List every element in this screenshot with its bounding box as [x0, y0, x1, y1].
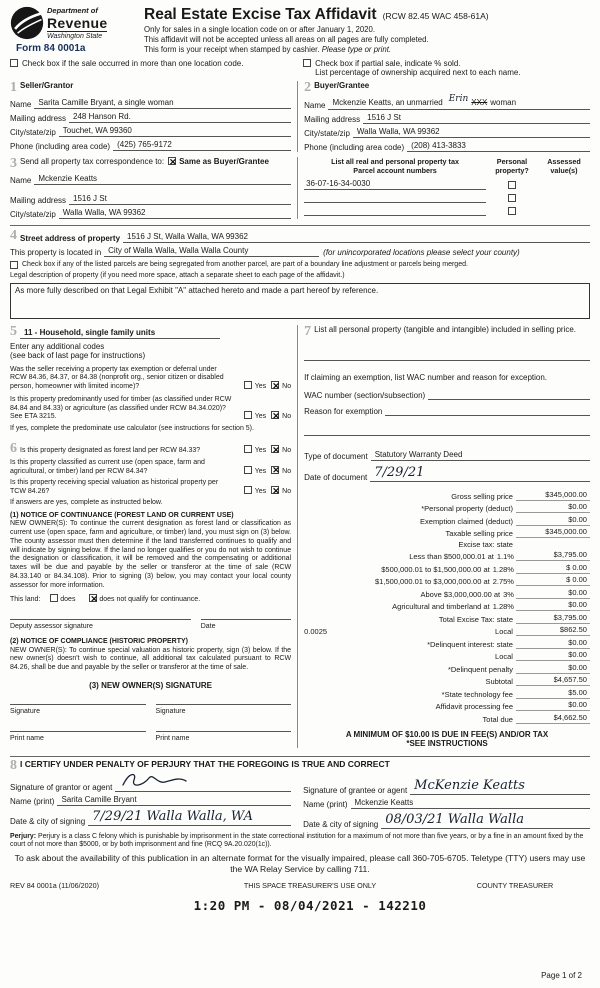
agency-block	[10, 6, 140, 54]
historic-property-question	[10, 479, 291, 497]
buyer-name-label: Name	[304, 101, 326, 110]
codes-instructions-note: (see back of last page for instructions)	[10, 350, 146, 360]
tax-row-value: $0.00	[516, 700, 590, 711]
s5q1-yes-checkbox	[244, 381, 252, 389]
tax-row-value: $0.00	[516, 515, 590, 526]
tax-row-rate: 2.75%	[492, 577, 514, 586]
partial-sale-checkbox	[303, 59, 311, 67]
buyer-address-value: 1516 J St	[363, 113, 590, 124]
s6q2-no-label: No	[282, 467, 292, 475]
alternate-format-notice: To ask about the availability of this publication in an alternate format for the visually impaired, please call 360-705-6705. Teletype (TTY) users may use the WA Relay Service by calling 711.	[14, 853, 586, 874]
tax-row	[304, 540, 590, 549]
tax-row	[304, 613, 590, 624]
reason-exemption-value	[385, 406, 590, 416]
perjury-body: Perjury is a class C felony which is punishable by imprisonment in the state correctional institution for a maximum of not more than five years, or by a fine in an amount fixed by the court of not more than $5000, or by both imprisonment and fine (RCQ 9A.20.020(1c)).	[10, 832, 584, 848]
timber-agriculture-question	[10, 396, 291, 422]
page-number: Page 1 of 2	[541, 971, 582, 980]
personal-property-blank-1	[304, 351, 590, 361]
grantor-printname-label: Name (print)	[10, 796, 55, 806]
parcel-header-line2: Parcel account numbers	[353, 166, 437, 175]
street-address-value: 1516 J St, Walla Walla, WA 99362	[123, 232, 590, 243]
owner-printname-row	[10, 731, 291, 744]
grantee-datecity-value: 08/03/21 Walla Walla	[381, 812, 590, 829]
land-does-not-checkbox	[89, 594, 97, 602]
buyer-phone-value: (208) 413-3833	[407, 141, 590, 152]
land-does-label: does	[60, 596, 76, 604]
parcel-number-3	[304, 207, 486, 216]
seller-address-label: Mailing address	[10, 114, 67, 123]
tax-row-label: Gross selling price	[451, 491, 513, 501]
type-of-document-label: Type of document	[304, 451, 368, 461]
tax-row-value: $0.00	[516, 600, 590, 611]
located-in-value: City of Walla Walla, Walla Walla County	[104, 246, 319, 257]
tax-row-value: $0.00	[516, 638, 590, 649]
s5q1-no-label: No	[282, 383, 292, 390]
header-note-2: This affidavit will not be accepted unless all areas on all pages are fully completed.	[144, 35, 429, 44]
grantor-signature-label: Signature of grantor or agent	[10, 782, 113, 792]
buyer-address-label: Mailing address	[304, 115, 361, 124]
tax-row-rate: 1.1%	[496, 552, 514, 561]
tax-row-label: Above $3,000,000.00 at	[420, 589, 501, 599]
treasurer-time-stamp: 1:20 PM - 08/04/2021 - 142210	[193, 897, 427, 913]
timber-agriculture-question-text: Is this property predominantly used for timber (as classified under RCW 84.84 and 84.33) or agriculture (as classified under RCW 84.34.020)? See ETA 3215.	[10, 395, 232, 421]
grantee-signature-value: McKenzie Keatts	[410, 778, 590, 795]
partial-sale-label	[315, 59, 520, 77]
parcel-number-1: 36-07-16-34-0030	[304, 179, 486, 190]
tax-row-value: $0.00	[516, 663, 590, 674]
seller-phone-label: Phone (including area code)	[10, 142, 111, 151]
seller-address-value: 248 Hanson Rd.	[69, 112, 291, 123]
tax-row	[304, 625, 590, 636]
section-8-number: 8	[10, 757, 17, 773]
tax-row-value: $3,795.00	[516, 613, 590, 624]
right-column	[297, 325, 590, 748]
tax-row	[304, 675, 590, 686]
grantee-datecity-label: Date & city of signing	[303, 819, 379, 829]
tax-row	[304, 713, 590, 724]
header-note-3-text: This form is your receipt when stamped by cashier.	[144, 45, 320, 54]
historic-property-options	[239, 486, 291, 497]
current-use-question-text: Is this property classified as current use (open space, farm and agricultural, or timber) land per RCW 84.34?	[10, 458, 205, 475]
top-checks-row	[10, 59, 590, 77]
reason-exemption-blank-2	[304, 426, 590, 436]
buyer-name-tail: woman	[490, 98, 517, 107]
tax-row	[304, 650, 590, 661]
grantor-datecity-label: Date & city of signing	[10, 816, 86, 826]
tax-row	[304, 515, 590, 526]
current-use-options	[239, 466, 291, 477]
section-7-number: 7	[304, 323, 312, 339]
tax-row-rate: 1.28%	[492, 564, 514, 574]
s5q2-yes-checkbox	[244, 411, 252, 419]
header-note-1: Only for sales in a single location code on or after January 1, 2020.	[144, 25, 376, 34]
parcel-header-line1: List all real and personal property tax	[331, 157, 459, 166]
partial-sale-line1: Check box if partial sale, indicate % sold.	[315, 59, 461, 68]
deputy-assessor-signature-label: Deputy assessor signature	[10, 623, 93, 630]
tax-computation-table	[304, 490, 590, 724]
personal-property-header: Personal property?	[495, 157, 529, 175]
section-1-number: 1	[10, 80, 17, 95]
owner-signature-row	[10, 704, 291, 717]
type-of-document-value: Statutory Warranty Deed	[371, 450, 590, 461]
tax-row	[304, 638, 590, 649]
tax-row-label: Agricultural and timberland at	[392, 602, 490, 611]
tax-row	[304, 550, 590, 561]
tax-row-value: $0.00	[516, 650, 590, 661]
legal-description-label: Legal description of property (if you need more space, attach a separate sheet to each page of the affidavit.)	[10, 271, 345, 279]
tax-row-left: 0.0025	[304, 627, 328, 636]
s6q3-yes-checkbox	[244, 486, 252, 494]
seller-name-value: Sarita Camille Bryant, a single woman	[34, 98, 291, 109]
grantor-signature-scribble	[119, 770, 189, 790]
grantor-signature-block	[10, 775, 297, 829]
tax-row	[304, 700, 590, 711]
tax-row-label: *Delinquent penalty	[447, 664, 513, 674]
tax-row-label: Less than $500,000.01 at	[409, 552, 494, 561]
minimum-due-line1: A MINIMUM OF $10.00 IS DUE IN FEE(S) AND/OR TAX	[345, 729, 549, 739]
forest-land-question-text: Is this property designated as forest land per RCW 84.33?	[20, 447, 201, 454]
this-land-label: This land:	[10, 596, 41, 604]
tax-row	[304, 502, 590, 513]
section-3-number: 3	[10, 156, 17, 171]
tax-row	[304, 527, 590, 538]
notice-continuance-body: NEW OWNER(S): To continue the current designation as forest land or classification as current use (open space, farm and agriculture, or timber) land, you must sign on (3) below. The county assessor must then determine if the land transferred continues to qualify and will indicate by signing below. If the land no longer qualifies or you do not wish to continue the designation or classification, it will be removed and the compensating or additional taxes will be due and payable by the seller or transferor at the time of sale (RCW 84.33.140 or 84.34.108). Prior to signing (3) below, you may contact your local county assessor for more information.	[10, 520, 292, 589]
header-note-3	[144, 45, 590, 54]
grantee-printname-value: Mckenzie Keatts	[351, 798, 590, 809]
reason-exemption-label: Reason for exemption	[304, 406, 383, 416]
buyer-heading: Buyer/Grantee	[314, 81, 370, 90]
header-note-3-em: Please type or print.	[321, 45, 392, 54]
tax-row-value: $5.00	[516, 688, 590, 699]
tax-row-rate: 1.28%	[492, 602, 514, 611]
owner-signature-label-2: Signature	[155, 707, 186, 715]
segregated-label: Check box if any of the listed parcels are being segregated from another parcel, are part of a boundary line adjustment or parcels being merged.	[22, 261, 468, 268]
tax-row-label: $500,000.01 to $1,500,000.00 at	[381, 564, 490, 574]
section-6-number: 6	[10, 440, 17, 456]
s6q3-no-label: No	[282, 488, 292, 495]
date-of-document-value: 7/29/21	[370, 465, 590, 482]
parcel-3-personal-checkbox	[508, 207, 516, 215]
seller-name-label: Name	[10, 100, 32, 109]
tax-row-value: $345,000.00	[516, 527, 590, 538]
correspondence-citystatezip-value: Walla Walla, WA 99362	[59, 208, 291, 219]
tax-row-label: *State technology fee	[441, 689, 513, 699]
predominate-use-note: If yes, complete the predominate use calculator (see instructions for section 5).	[10, 425, 254, 432]
parcel-header	[304, 157, 486, 175]
parties-row	[10, 81, 590, 152]
exemption-claim-label: If claiming an exemption, list WAC number and reason for exception.	[304, 372, 548, 382]
grantee-printname-label: Name (print)	[303, 799, 348, 809]
minimum-due-note	[304, 730, 590, 748]
tax-row-rate: 3%	[503, 589, 514, 599]
tax-row-value	[516, 548, 590, 549]
certification-block	[10, 756, 590, 829]
land-does-checkbox	[50, 594, 58, 602]
parcel-1-personal-checkbox	[508, 181, 516, 189]
tax-row-label: Affidavit processing fee	[435, 702, 513, 711]
dept-name: Revenue	[47, 15, 108, 31]
parcel-table	[297, 157, 590, 219]
tax-row-value: $4,662.50	[516, 713, 590, 724]
wac-number-value	[428, 390, 590, 400]
owner-printname-label-1: Print name	[10, 734, 44, 742]
s6q3-yes-label: Yes	[254, 488, 267, 495]
tax-row	[304, 663, 590, 674]
s5q1-no-checkbox	[271, 381, 279, 389]
tax-row-label: *Personal property (deduct)	[421, 504, 513, 513]
forest-land-options	[239, 445, 291, 456]
notice-compliance-body: NEW OWNER(S): To continue special valuation as historic property, sign (3) below. If the new owner(s) doesn't wish to continue, all additional tax calculated pursuant to RCW 84.26, shall be due and payable by the seller or transferor at the time of sale.	[10, 646, 292, 671]
s6q3-no-checkbox	[271, 486, 279, 494]
rcw-reference: (RCW 82.45 WAC 458-61A)	[382, 11, 489, 21]
legal-description-value: As more fully described on that Legal Exhibit "A" attached hereto and made a part hereof by reference.	[15, 285, 379, 295]
exemption-deferral-options	[239, 381, 291, 392]
tax-row-label: *Delinquent interest: state	[427, 639, 513, 649]
tax-row-value: $0.00	[516, 502, 590, 513]
tax-row-value: $345,000.00	[516, 490, 590, 501]
tax-row-label: Excise tax: state	[458, 539, 513, 549]
send-correspondence-label: Send all property tax correspondence to:	[20, 157, 165, 166]
section-4-number: 4	[10, 228, 17, 243]
if-yes-instruction: If answers are yes, complete as instructed below.	[10, 498, 163, 506]
seller-citystatezip-label: City/state/zip	[10, 128, 56, 137]
grantor-datecity-value: 7/29/21 Walla Walla, WA	[88, 809, 291, 826]
tax-row	[304, 575, 590, 586]
timber-agriculture-options	[239, 411, 291, 422]
s6q2-yes-label: Yes	[254, 467, 267, 475]
parcel-2-personal-checkbox	[508, 194, 516, 202]
wac-number-label: WAC number (section/subsection)	[304, 390, 426, 400]
correspondence-address-value: 1516 J St	[69, 194, 291, 205]
tax-row-label: Subtotal	[485, 677, 513, 686]
deputy-assessor-row	[10, 619, 291, 632]
buyer-citystatezip-label: City/state/zip	[304, 129, 350, 138]
s5q2-no-checkbox	[271, 411, 279, 419]
buyer-citystatezip-value: Walla Walla, WA 99362	[353, 127, 590, 138]
revision-number: REV 84 0001a (11/06/2020)	[10, 880, 99, 890]
new-owners-signature-title: (3) NEW OWNER(S) SIGNATURE	[89, 680, 213, 690]
land-qualify-line	[10, 594, 291, 605]
parcel-number-2	[304, 194, 486, 203]
tax-row-value: $ 0.00	[516, 563, 590, 574]
forest-land-question	[10, 442, 291, 456]
tax-row-label: Local	[495, 652, 513, 661]
seller-citystatezip-value: Touchet, WA 99360	[59, 126, 291, 137]
multi-location-label: Check box if the sale occurred in more than one location code.	[22, 59, 244, 68]
s5q2-yes-label: Yes	[254, 413, 267, 421]
buyer-name-handwritten-insert: Erin	[448, 94, 469, 104]
parcel-row-3	[304, 207, 590, 216]
multi-location-checkbox	[10, 59, 18, 67]
header	[10, 6, 590, 54]
correspondence-name-label: Name	[10, 176, 32, 185]
dept-sub: Washington State	[47, 31, 107, 40]
treasurer-space-label: THIS SPACE TREASURER'S USE ONLY	[243, 880, 377, 890]
tax-row	[304, 600, 590, 611]
notice-compliance-title: (2) NOTICE OF COMPLIANCE (HISTORIC PROPERTY)	[10, 637, 188, 645]
perjury-lead: Perjury:	[10, 832, 37, 840]
legal-description-box	[10, 283, 590, 319]
owner-signature-label-1: Signature	[10, 707, 40, 715]
tax-row-value: $4,657.50	[516, 675, 590, 686]
land-use-code-value: 11 - Household, single family units	[20, 328, 220, 339]
tax-row	[304, 688, 590, 699]
s6q1-no-label: No	[282, 447, 292, 454]
buyer-block	[297, 81, 590, 152]
dept-line1: Department of	[47, 6, 98, 15]
buyer-name-struck-text: XXX	[471, 98, 488, 107]
historic-property-question-text: Is this property receiving special valuation as historical property per TCW 84.26?	[10, 479, 219, 495]
s6q1-no-checkbox	[271, 445, 279, 453]
s5q1-yes-label: Yes	[254, 383, 267, 390]
s6q2-yes-checkbox	[244, 466, 252, 474]
section-6-block	[10, 442, 291, 744]
certify-statement: I CERTIFY UNDER PENALTY OF PERJURY THAT THE FOREGOING IS TRUE AND CORRECT	[20, 758, 390, 769]
tax-row-label: Exemption claimed (deduct)	[420, 516, 513, 526]
left-column	[10, 325, 297, 748]
deputy-date-label: Date	[200, 623, 216, 630]
buyer-phone-label: Phone (including area code)	[304, 143, 405, 152]
same-as-buyer-checkbox	[168, 157, 176, 165]
buyer-name-typed: Mckenzie Keatts, an unmarried	[332, 98, 443, 107]
s6q1-yes-checkbox	[244, 445, 252, 453]
exemption-deferral-question	[10, 366, 291, 392]
perjury-notice	[10, 833, 590, 850]
land-does-not-label: does not qualify for continuance.	[99, 596, 201, 604]
exemption-deferral-question-text: Was the seller receiving a property tax exemption or deferral under RCW 84.36, 84.37, or 84.38 (nonprofit org., senior citizen or disabled person, homeowner with limited income)?	[10, 365, 224, 390]
seller-heading: Seller/Grantor	[20, 81, 74, 90]
property-location-block	[10, 225, 590, 319]
tax-row-value: $862.50	[516, 625, 590, 636]
grantee-signature-label: Signature of grantee or agent	[303, 785, 408, 795]
tax-row-label: Local	[495, 627, 513, 636]
tax-row	[304, 490, 590, 501]
section-5-number: 5	[10, 323, 17, 339]
parcel-row-2	[304, 194, 590, 203]
tax-row	[304, 563, 590, 574]
located-in-note: (for unincorporated locations please select your county)	[323, 248, 520, 257]
located-in-label: This property is located in	[10, 248, 102, 257]
segregated-checkbox	[10, 261, 18, 269]
tax-row-label: $1,500,000.01 to $3,000,000.00 at	[375, 577, 490, 586]
tax-row-label: Total due	[482, 714, 513, 724]
footer-row	[10, 881, 590, 913]
partial-sale-line2: List percentage of ownership acquired next to each name.	[315, 68, 521, 77]
mid-columns	[10, 325, 590, 748]
treasurer-use-block	[180, 881, 440, 913]
page-title: Real Estate Excise Tax Affidavit	[144, 6, 377, 23]
tax-row-value: $0.00	[516, 588, 590, 599]
buyer-name-value	[328, 94, 590, 110]
dor-logo-icon	[10, 6, 44, 40]
grantee-signature-block	[297, 775, 590, 829]
same-as-buyer-label: Same as Buyer/Grantee	[179, 157, 269, 166]
tax-row-label: Total Excise Tax: state	[438, 614, 513, 624]
tax-correspondence-block	[10, 157, 297, 219]
see-instructions-line: *SEE INSTRUCTIONS	[406, 738, 488, 748]
correspondence-citystatezip-label: City/state/zip	[10, 210, 56, 219]
grantor-signature-value	[115, 778, 291, 792]
street-address-label: Street address of property	[20, 234, 121, 243]
personal-property-intro: List all personal property (tangible and intangible) included in selling price.	[314, 324, 577, 334]
date-of-document-label: Date of document	[304, 472, 368, 482]
grantor-printname-value: Sarita Camille Bryant	[57, 795, 291, 806]
assessed-value-header: Assessed value(s)	[547, 157, 581, 175]
tax-row-value: $3,795.00	[516, 550, 590, 561]
correspondence-parcels-row	[10, 157, 590, 219]
tax-row-value: $ 0.00	[516, 575, 590, 586]
correspondence-address-label: Mailing address	[10, 196, 67, 205]
correspondence-name-value: Mckenzie Keatts	[34, 174, 291, 185]
s5q2-no-label: No	[282, 413, 292, 421]
additional-codes-label: Enter any additional codes	[10, 341, 105, 351]
s6q1-yes-label: Yes	[254, 447, 267, 454]
section-2-number: 2	[304, 80, 312, 95]
tax-row-label: Taxable selling price	[445, 529, 513, 538]
seller-phone-value: (425) 765-9172	[113, 140, 291, 151]
owner-printname-label-2: Print name	[155, 734, 190, 742]
s6q2-no-checkbox	[271, 466, 279, 474]
current-use-question	[10, 459, 291, 477]
parcel-row-1	[304, 179, 590, 190]
tax-row	[304, 588, 590, 599]
seller-block	[10, 81, 297, 152]
notice-continuance-title: (1) NOTICE OF CONTINUANCE (FOREST LAND OR CURRENT USE)	[10, 511, 234, 519]
form-number: Form 84 0001a	[16, 43, 86, 54]
county-treasurer-label: COUNTY TREASURER	[476, 880, 554, 890]
